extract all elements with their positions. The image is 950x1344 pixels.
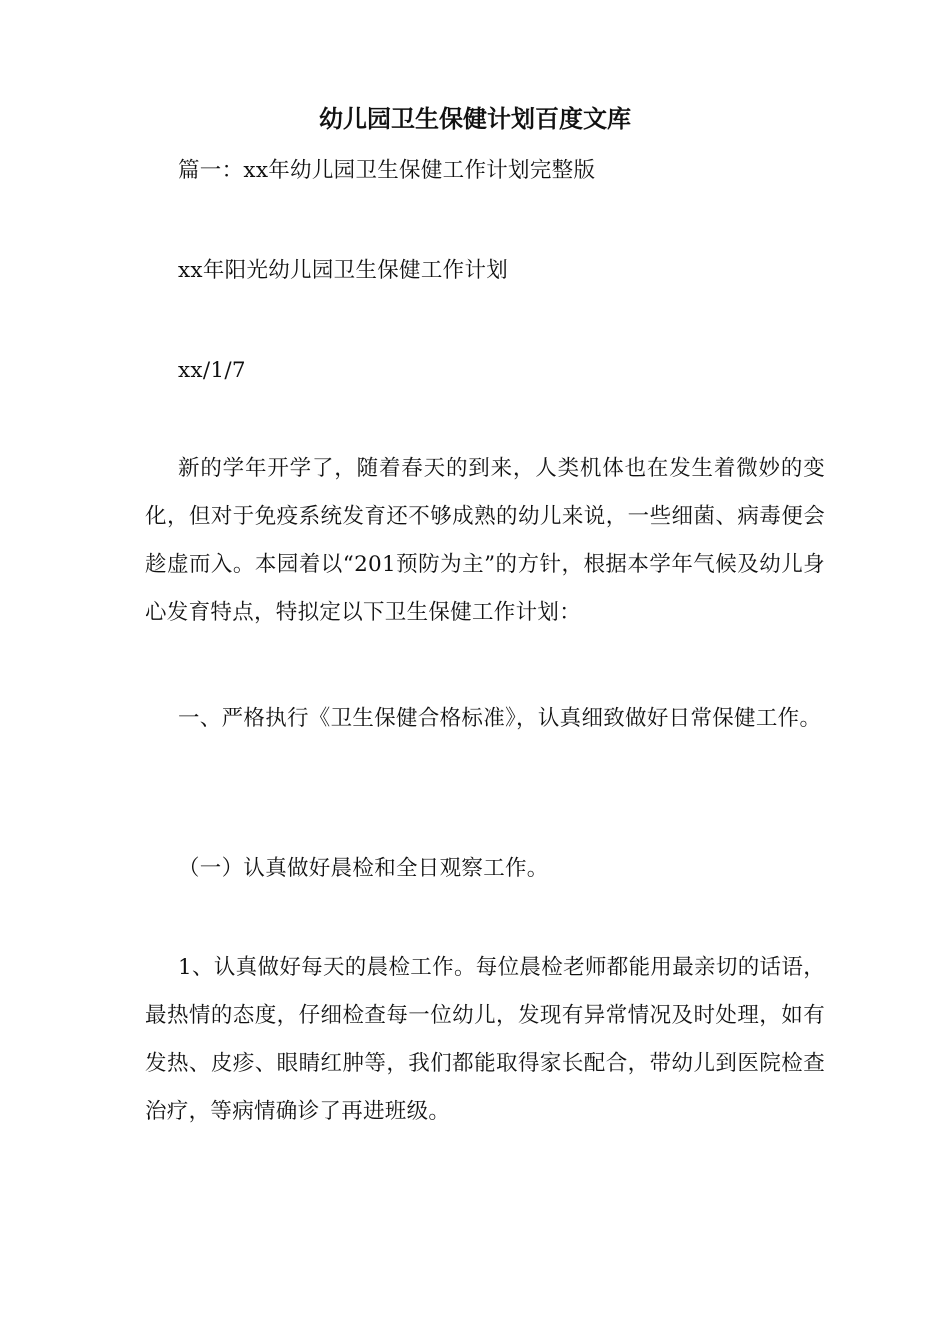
paragraph-section-one: 一、严格执行《卫生保健合格标准》，认真细致做好日常保健工作。 (178, 706, 822, 731)
paragraph-plan-title: xx年阳光幼儿园卫生保健工作计划 (178, 258, 509, 283)
paragraph-date: xx/1/7 (178, 358, 246, 383)
paragraph-introduction: 新的学年开学了，随着春天的到来，人类机体也在发生着微妙的变化，但对于免疫系统发育还不够成熟的幼儿来说，一些细菌、病毒便会趁虚而入。本园着以“201预防为主”的方针，根据本学年气候及幼儿身心发育特点，特拟定以下卫生保健工作计划： (145, 456, 825, 625)
paragraph-item-one: 1、认真做好每天的晨检工作。每位晨检老师都能用最亲切的话语，最热情的态度，仔细检查每一位幼儿，发现有异常情况及时处理，如有发热、皮疹、眼睛红肿等，我们都能取得家长配合，带幼儿到医院检查治疗，等病情确诊了再进班级。 (145, 955, 825, 1124)
document-title: 幼儿园卫生保健计划百度文库 (319, 104, 631, 133)
paragraph-subsection-one: （一）认真做好晨检和全日观察工作。 (178, 856, 549, 881)
paragraph-section-heading: 篇一：xx年幼儿园卫生保健工作计划完整版 (178, 158, 596, 183)
